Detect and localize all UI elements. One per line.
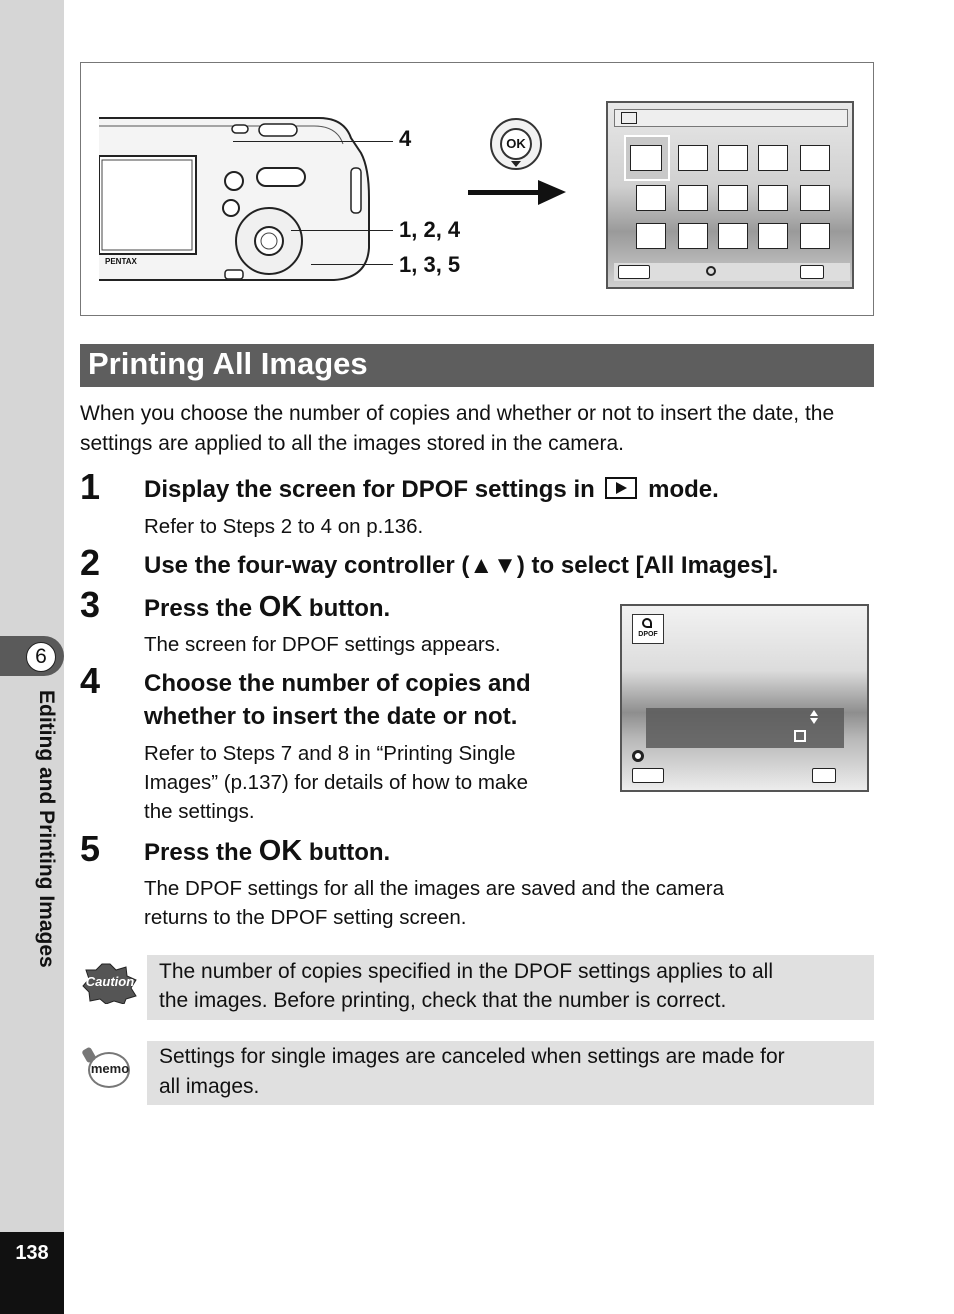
playback-menu-screen — [606, 101, 854, 289]
playback-mode-icon — [605, 477, 637, 499]
step-title-line: whether to insert the date or not. — [144, 703, 518, 730]
camera-brand: PENTAX — [105, 257, 137, 266]
step-body-line: the settings. — [144, 800, 255, 823]
step-title-line: Choose the number of copies and — [144, 670, 531, 697]
button-guide-icon — [800, 265, 824, 279]
step-body-line: Refer to Steps 7 and 8 in “Printing Single — [144, 742, 516, 765]
movie-edit-icon — [718, 185, 748, 211]
digital-filter-icon — [636, 185, 666, 211]
step-number: 3 — [80, 584, 101, 625]
image-copy-icon — [758, 145, 788, 171]
step-title: Press the OK button. — [144, 591, 391, 623]
step-title: Press the OK button. — [144, 835, 391, 867]
step-body-line: returns to the DPOF setting screen. — [144, 906, 467, 929]
camera-back-illustration — [99, 108, 399, 283]
callout-line — [291, 230, 393, 231]
step-number: 4 — [80, 660, 101, 701]
callout-label: 4 — [399, 126, 412, 151]
ok-button-label: OK — [258, 835, 303, 867]
date-checkbox-icon — [794, 730, 806, 742]
step-body: Refer to Steps 2 to 4 on p.136. — [144, 515, 424, 538]
menu-button-icon — [618, 265, 650, 279]
step-number: 1 — [80, 466, 101, 507]
step-number: 2 — [80, 542, 101, 583]
chapter-number: 6 — [26, 642, 56, 672]
print-icon — [800, 223, 830, 249]
up-arrow-icon — [810, 710, 818, 716]
slideshow-icon — [630, 145, 662, 171]
ok-guide-icon — [706, 266, 716, 276]
memo-text-line: all images. — [159, 1075, 260, 1098]
button-guide-icon — [812, 768, 836, 783]
chapter-title: Editing and Printing Images — [35, 690, 58, 968]
page-number: 138 — [15, 1242, 49, 1264]
brightness-icon — [678, 185, 708, 211]
caution-icon: Caution — [82, 962, 138, 1004]
voice-memo-icon — [636, 223, 666, 249]
dpof-icon — [718, 223, 748, 249]
menu-button-icon — [632, 768, 664, 783]
memo-text-line: Settings for single images are canceled when settings are made for — [159, 1045, 785, 1068]
dpof-icon: DPOF — [632, 614, 664, 644]
callout-label: 1, 3, 5 — [399, 252, 461, 277]
caution-text-line: the images. Before printing, check that the number is correct. — [159, 989, 727, 1012]
ok-guide-icon — [632, 750, 644, 762]
intro-paragraph: When you choose the number of copies and whether or not to insert the date, the settings are applied to all the images stored in the camera. — [80, 402, 835, 455]
step-title: Display the screen for DPOF settings in mode. — [144, 476, 719, 503]
arrow-right-icon — [468, 178, 568, 208]
section-heading: Printing All Images — [88, 346, 368, 381]
step-body-line: The DPOF settings for all the images are saved and the camera — [144, 877, 724, 900]
memo-icon: memo — [82, 1046, 132, 1090]
menu-title-bar — [614, 109, 848, 127]
step-body-line: Images” (p.137) for details of how to make — [144, 771, 528, 794]
caution-text-line: The number of copies specified in the DPOF settings applies to all — [159, 960, 773, 983]
red-eye-icon — [800, 185, 830, 211]
step-number: 5 — [80, 828, 101, 869]
protect-icon — [678, 223, 708, 249]
rotate-icon — [800, 145, 830, 171]
callout-line — [233, 141, 393, 142]
down-arrow-icon — [810, 718, 818, 724]
callout-label: 1, 2, 4 — [399, 217, 461, 242]
start-up-screen-icon — [758, 223, 788, 249]
menu-guide-bar — [614, 263, 850, 281]
step-title: Use the four-way controller (▲▼) to select [All Images]. — [144, 552, 779, 579]
callout-line — [311, 264, 393, 265]
step-body: The screen for DPOF settings appears. — [144, 633, 501, 656]
camera-diagram-figure — [80, 62, 874, 316]
cropping-icon — [718, 145, 748, 171]
playback-mode-icon — [621, 112, 637, 124]
dpof-settings-screen — [620, 604, 869, 792]
frame-composite-icon — [758, 185, 788, 211]
resize-icon — [678, 145, 708, 171]
ok-button-icon: OK — [490, 118, 542, 170]
ok-button-label: OK — [258, 591, 303, 623]
